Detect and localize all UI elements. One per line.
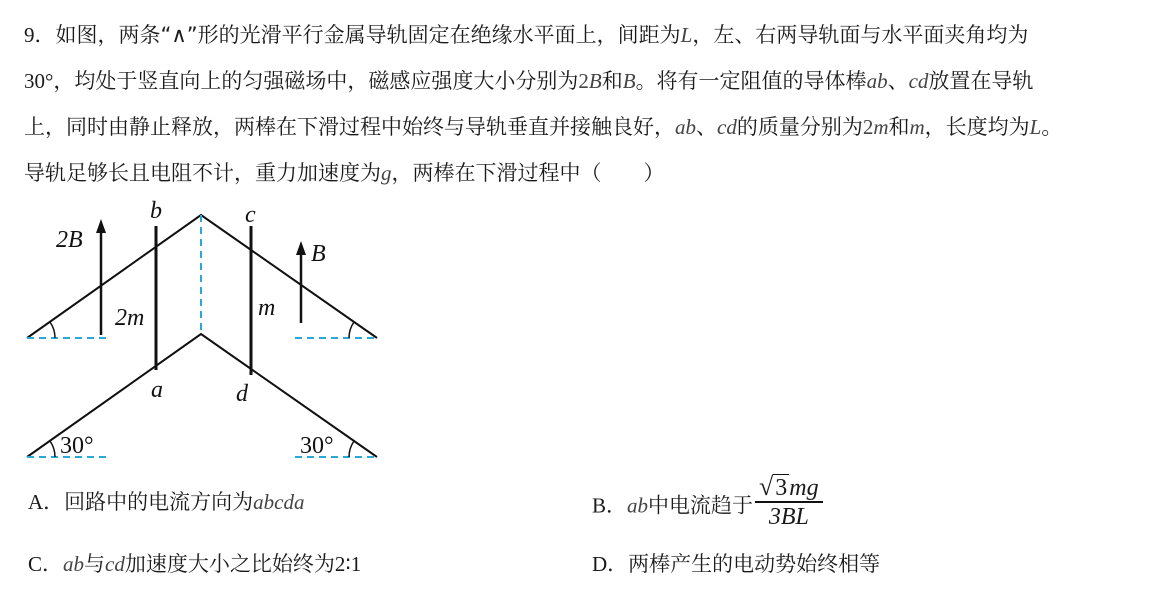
field-arrow-2B [96,219,106,335]
question-line-3: 上，同时由静止释放，两棒在下滑过程中始终与导轨垂直并接触良好，ab、cd的质量分别为2m和m，长度均为L。 [24,115,1063,139]
option-b[interactable]: B．ab中电流趋于 $\frac{√3mg}{3BL}$ [592,478,823,535]
label-B: B [311,241,326,267]
question-line-4: 导轨足够长且电阻不计，重力加速度为g，两棒在下滑过程中（ ） [24,161,665,185]
label-a: a [151,377,163,403]
question-line-2: 30°，均处于竖直向上的匀强磁场中，磁感应强度大小分别为2B和B。将有一定阻值的导体棒ab、cd放置在导轨 [24,69,1034,93]
angle-label-left: 30° [60,433,94,459]
label-c: c [245,202,256,228]
angle-label-right: 30° [300,433,334,459]
label-2m: 2m [115,305,145,331]
label-m: m [258,295,276,321]
option-c[interactable]: C．ab与cd加速度大小之比始终为2∶1 [28,552,362,576]
question-line-1: 9．如图，两条“∧”形的光滑平行金属导轨固定在绝缘水平面上，间距为L，左、右两导轨面与水平面夹角均为 [24,23,1029,47]
question-number: 9 [24,23,35,47]
option-a[interactable]: A．回路中的电流方向为abcda [28,490,305,514]
rail-diagram [0,195,400,470]
option-d[interactable]: D．两棒产生的电动势始终相等 [592,552,881,576]
label-2B: 2B [56,227,83,253]
fraction: $\frac{√3mg}{3BL}$ [755,474,823,531]
label-b: b [150,198,162,224]
label-d: d [236,381,248,407]
